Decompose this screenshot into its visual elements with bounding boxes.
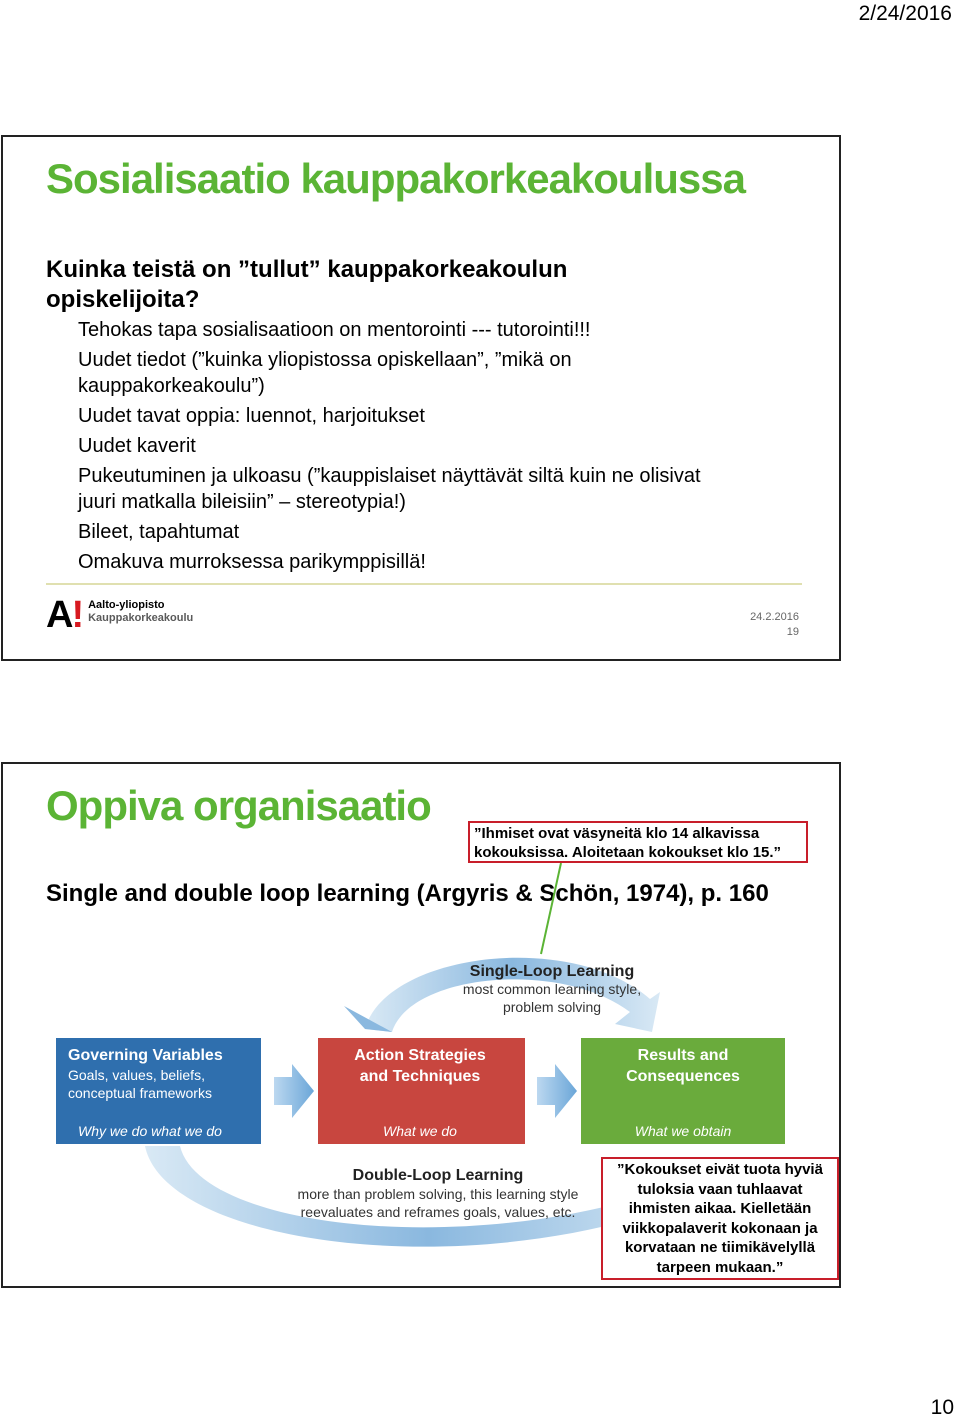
slide-learning-organisation [1, 762, 841, 1288]
slide-date: 24.2.2016 [750, 611, 799, 623]
bullet-list [78, 317, 718, 579]
box-title1: Results and [637, 1047, 729, 1064]
box-desc2: conceptual frameworks [68, 1085, 212, 1101]
bullet-item: Omakuva murroksessa parikymppisillä! [78, 551, 426, 573]
bullet-item: Tehokas tapa sosialisaatioon on mentorointi --- tutorointi!!! [78, 319, 591, 341]
footer-divider [46, 583, 802, 585]
page-number: 10 [930, 1396, 954, 1419]
aalto-a-icon: A! [46, 594, 83, 636]
bullet-item: Pukeutuminen ja ulkoasu (”kauppislaiset näyttävät siltä kuin ne olisivat juuri matkalla bileisiin” – stereotypia!) [78, 465, 701, 513]
aalto-logo [46, 594, 194, 636]
logo-line1: Aalto-yliopisto [88, 599, 165, 611]
callout-bottom: ”Kokoukset eivät tuota hyviä tuloksia vaan tuhlaavat ihmisten aikaa. Kielletään viikkopalaverit kokonaan ja korvataan ne tiimikävelyllä tarpeen mukaan.” [601, 1157, 839, 1280]
box-footer: Why we do what we do [78, 1123, 222, 1139]
double-loop-desc1: more than problem solving, this learning style [297, 1186, 579, 1202]
double-loop-title: Double-Loop Learning [352, 1167, 524, 1184]
page-date: 2/24/2016 [858, 2, 952, 25]
slide-socialisation [1, 135, 841, 661]
box-desc1: Goals, values, beliefs, [68, 1067, 205, 1083]
box-footer: What we do [383, 1123, 457, 1139]
slide-subtitle: Single and double loop learning (Argyris & Schön, 1974), p. 160 [46, 880, 769, 907]
slide-number: 19 [786, 626, 799, 638]
slide-title: Sosialisaatio kauppakorkeakoulussa [46, 155, 745, 202]
box-title1: Action Strategies [354, 1047, 486, 1064]
bullet-item: Uudet tavat oppia: luennot, harjoitukset [78, 405, 425, 427]
bullet-item: Bileet, tapahtumat [78, 521, 240, 543]
double-loop-desc2: reevaluates and reframes goals, values, etc. [300, 1204, 576, 1220]
box-title: Governing Variables [68, 1047, 223, 1064]
logo-line2: Kauppakorkeakoulu [88, 612, 194, 624]
single-loop-desc2: problem solving [502, 999, 602, 1015]
slide-question: Kuinka teistä on ”tullut” kauppakorkeakoulun opiskelijoita? [46, 256, 568, 313]
box-title2: and Techniques [359, 1068, 481, 1085]
bullet-item: Uudet tiedot (”kuinka yliopistossa opiskellaan”, ”mikä on kauppakorkeakoulu”) [78, 349, 572, 397]
single-loop-desc1: most common learning style, [462, 981, 642, 997]
slide-title: Oppiva organisaatio [46, 782, 431, 829]
bullet-item: Uudet kaverit [78, 435, 196, 457]
callout-top: ”Ihmiset ovat väsyneitä klo 14 alkavissa kokouksissa. Aloitetaan kokoukset klo 15.” [468, 821, 808, 863]
single-loop-title: Single-Loop Learning [469, 963, 635, 980]
box-title2: Consequences [626, 1068, 740, 1085]
box-footer: What we obtain [634, 1123, 732, 1139]
